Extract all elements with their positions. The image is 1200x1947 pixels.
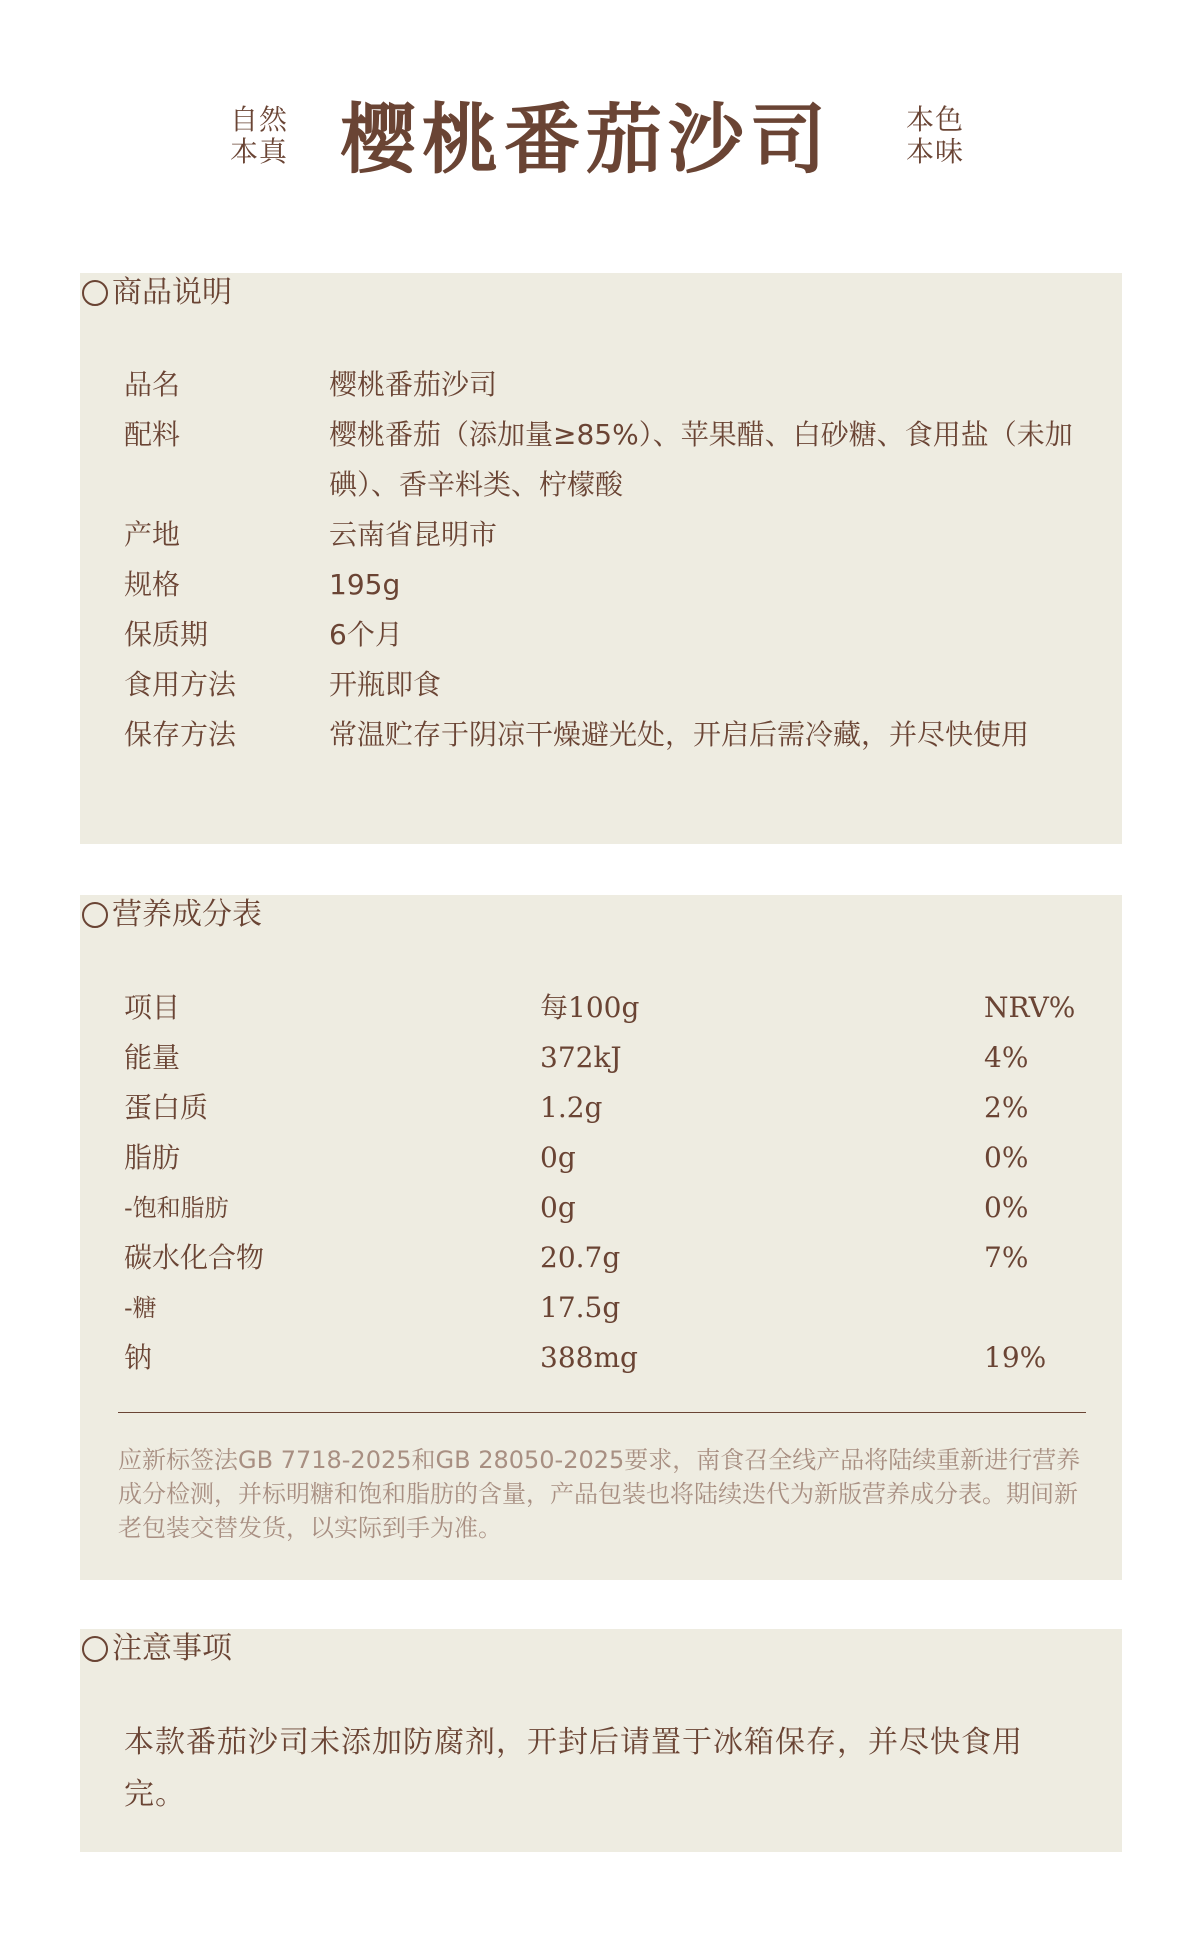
nutrient-name: 能量 xyxy=(124,1041,181,1074)
nutrition-panel xyxy=(80,895,1122,1580)
table-row xyxy=(124,1133,1084,1183)
notice-text: 本款番茄沙司未添加防腐剂，开封后请置于冰箱保存，并尽快食用完。 xyxy=(124,1725,1023,1812)
table-row xyxy=(124,1033,1084,1083)
circle-icon xyxy=(82,1636,108,1662)
product-info-title: 商品说明 xyxy=(112,275,232,310)
table-row xyxy=(124,1183,1084,1233)
table-divider xyxy=(118,1412,1086,1413)
info-key: 产地 xyxy=(124,518,181,551)
info-key: 食用方法 xyxy=(124,668,237,701)
nutrition-heading xyxy=(82,895,262,935)
info-value: 开瓶即食 xyxy=(329,668,442,701)
header-per100g: 每100g xyxy=(540,991,640,1024)
nutrient-amount: 17.5g xyxy=(540,1291,621,1324)
nutrient-amount: 0g xyxy=(540,1141,576,1174)
nutrient-nrv: 7% xyxy=(984,1241,1029,1274)
nutrition-title: 营养成分表 xyxy=(112,897,262,932)
info-value: 云南省昆明市 xyxy=(329,518,498,551)
info-key: 规格 xyxy=(124,568,181,601)
notice-panel xyxy=(80,1629,1122,1852)
left-tagline-line-2: 本真 xyxy=(230,135,289,168)
info-value: 6个月 xyxy=(329,618,403,651)
nutrient-name: 钠 xyxy=(124,1341,153,1374)
nutrient-nrv: 19% xyxy=(984,1341,1047,1374)
notice-title: 注意事项 xyxy=(112,1631,232,1666)
product-info-panel xyxy=(80,273,1122,844)
notice-heading xyxy=(82,1629,232,1669)
nutrient-name: 碳水化合物 xyxy=(124,1241,265,1274)
info-value: 195g xyxy=(329,568,401,601)
nutrient-name: -糖 xyxy=(124,1294,157,1322)
info-key: 品名 xyxy=(124,368,181,401)
nutrient-amount: 388mg xyxy=(540,1341,638,1374)
right-tagline-line-1: 本色 xyxy=(906,103,965,136)
nutrient-nrv: 0% xyxy=(984,1191,1029,1224)
info-key: 配料 xyxy=(124,418,181,451)
circle-icon xyxy=(82,902,108,928)
left-tagline-line-1: 自然 xyxy=(230,103,289,136)
nutrient-nrv: 4% xyxy=(984,1041,1029,1074)
table-row xyxy=(124,1083,1084,1133)
nutrition-header-row xyxy=(124,983,1084,1033)
table-row xyxy=(124,1233,1084,1283)
left-tagline xyxy=(230,104,288,168)
nutrient-amount: 20.7g xyxy=(540,1241,621,1274)
nutrient-name: 脂肪 xyxy=(124,1141,181,1174)
info-value: 常温贮存于阴凉干燥避光处，开启后需冷藏，并尽快使用 xyxy=(329,718,1030,751)
info-value: 樱桃番茄（添加量≥85%）、苹果醋、白砂糖、食用盐（未加碘）、香辛料类、柠檬酸 xyxy=(329,418,1073,501)
right-tagline-line-2: 本味 xyxy=(906,135,965,168)
info-value: 樱桃番茄沙司 xyxy=(329,368,498,401)
nutrient-nrv: 0% xyxy=(984,1141,1029,1174)
nutrient-name: 蛋白质 xyxy=(124,1091,209,1124)
header-item: 项目 xyxy=(124,991,181,1024)
header xyxy=(0,90,1200,200)
page-title: 樱桃番茄沙司 xyxy=(340,95,832,184)
nutrient-amount: 0g xyxy=(540,1191,576,1224)
label-standard-note: 应新标签法GB 7718-2025和GB 28050-2025要求，南食召全线产品将陆续重新进行营养成分检测，并标明糖和饱和脂肪的含量，产品包装也将陆续迭代为新版营养成分表。期间新老包装交替发货，以实际到手为准。 xyxy=(118,1446,1081,1542)
product-info-heading xyxy=(82,273,232,313)
header-nrv: NRV% xyxy=(984,991,1076,1024)
nutrient-nrv: 2% xyxy=(984,1091,1029,1124)
table-row xyxy=(124,1333,1084,1383)
nutrient-name: -饱和脂肪 xyxy=(124,1194,229,1222)
nutrient-amount: 1.2g xyxy=(540,1091,603,1124)
circle-icon xyxy=(82,280,108,306)
nutrient-amount: 372kJ xyxy=(540,1041,622,1074)
info-key: 保质期 xyxy=(124,618,209,651)
table-row xyxy=(124,1283,1084,1333)
right-tagline xyxy=(906,104,964,168)
info-key: 保存方法 xyxy=(124,718,237,751)
